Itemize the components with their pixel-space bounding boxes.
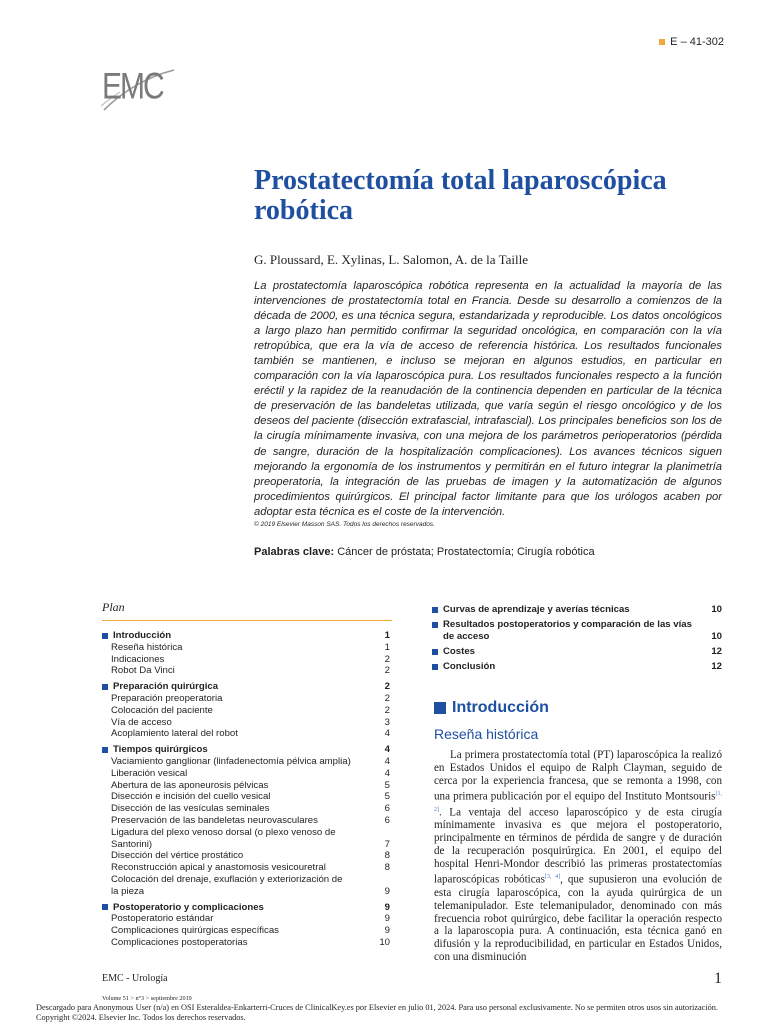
toc-label: Liberación vesical: [111, 767, 188, 779]
title-line-2: robótica: [254, 195, 354, 226]
journal-name: EMC - Urología: [102, 973, 168, 984]
toc-subsection-row[interactable]: [102, 850, 390, 862]
toc-label: Abertura de las aponeurosis pélvicas: [111, 779, 269, 791]
toc-page-number: 10: [711, 604, 722, 615]
toc-section-row[interactable]: [432, 604, 722, 616]
toc-section-row[interactable]: [102, 902, 390, 914]
introduction-body: [434, 749, 722, 964]
square-bullet-icon: [432, 664, 438, 670]
toc-label: Introducción: [113, 630, 172, 641]
toc-page-number: 10: [379, 936, 390, 948]
introduction-heading: [434, 699, 549, 717]
toc-page-number: 9: [384, 913, 390, 925]
toc-page-number: 5: [384, 791, 390, 803]
plan-toc-left: [102, 630, 390, 949]
toc-label: Curvas de aprendizaje y averías técnicas: [443, 604, 630, 615]
toc-page-number: 2: [384, 681, 390, 693]
toc-page-number: 10: [711, 631, 722, 642]
toc-subsection-row[interactable]: [102, 705, 390, 717]
toc-label: Colocación del drenaje, exuflación y exteriorización de la pieza: [111, 873, 343, 897]
toc-subsection-row[interactable]: [102, 874, 390, 898]
toc-subsection-row[interactable]: [102, 925, 390, 937]
plan-divider: [102, 620, 392, 621]
reference-code-text: E – 41-302: [670, 36, 724, 48]
toc-label: Preparación quirúrgica: [113, 681, 219, 693]
toc-page-number: 6: [384, 814, 390, 826]
toc-label: Robot Da Vinci: [111, 665, 175, 677]
toc-subsection-row[interactable]: [102, 791, 390, 803]
toc-subsection-row[interactable]: [102, 827, 390, 851]
toc-label: Indicaciones: [111, 653, 165, 665]
volume-info: Volume 51 > n°3 > septiembre 2019: [102, 995, 192, 1002]
toc-subsection-row[interactable]: [102, 937, 390, 949]
toc-label: Acoplamiento lateral del robot: [111, 728, 238, 740]
toc-subsection-row[interactable]: [102, 665, 390, 677]
toc-section-row[interactable]: [102, 681, 390, 693]
toc-subsection-row[interactable]: [102, 913, 390, 925]
toc-page-number: 12: [711, 646, 722, 657]
page-number: 1: [714, 970, 722, 987]
toc-section-row[interactable]: [102, 744, 390, 756]
toc-subsection-row[interactable]: [102, 768, 390, 780]
toc-subsection-row[interactable]: [102, 654, 390, 666]
body-text-1: La primera prostatectomía total (PT) laparoscópica la realizó en Estados Unidos el equipo de Ralph Clayman, seguido de cerca por la experiencia francesa, que se remonta a 1998, con una primera publicación por el equipo del Instituto Montsouris: [434, 749, 722, 803]
square-bullet-icon: [102, 747, 108, 753]
copyright-notice: © 2019 Elsevier Masson SAS. Todos los derechos reservados.: [254, 521, 435, 528]
square-bullet-icon: [659, 39, 665, 45]
logo-text: EMC: [102, 65, 163, 107]
toc-page-number: 4: [384, 744, 390, 756]
square-bullet-icon: [432, 607, 438, 613]
toc-label: Colocación del paciente: [111, 704, 213, 716]
toc-subsection-row[interactable]: [102, 803, 390, 815]
toc-page-number: 2: [384, 653, 390, 665]
toc-label: Complicaciones quirúrgicas específicas: [111, 925, 279, 937]
plan-heading: Plan: [102, 600, 125, 614]
toc-subsection-row[interactable]: [102, 780, 390, 792]
body-text-3: , que supusieron una evolución de esta cirugía laparoscópica, con la ayuda quirúrgica de un telemanipulador. Este telemanipulador, denominado con más frecuencia robot quirúrgico, debe facilitar la operación respecto a la laparoscopia pura. A continuación, esta técnica ganó en difusión y la reproducibilidad, en particular en Estados Unidos, con una disminución: [434, 873, 722, 964]
toc-subsection-row[interactable]: [102, 642, 390, 654]
title-line-1: Prostatectomía total laparoscópica: [254, 165, 667, 196]
toc-page-number: 5: [384, 779, 390, 791]
toc-subsection-row[interactable]: [102, 717, 390, 729]
toc-label: Conclusión: [443, 661, 496, 672]
keywords-values: Cáncer de próstata; Prostatectomía; Cirugía robótica: [337, 546, 595, 558]
toc-page-number: 4: [384, 728, 390, 740]
square-bullet-icon: [102, 904, 108, 910]
toc-label: Disección del vértice prostático: [111, 850, 244, 862]
toc-label: Disección e incisión del cuello vesical: [111, 791, 271, 803]
emc-logo: [98, 56, 180, 118]
toc-page-number: 6: [384, 803, 390, 815]
toc-page-number: 7: [384, 838, 390, 850]
toc-label: Preparación preoperatoria: [111, 692, 223, 704]
toc-page-number: 2: [384, 665, 390, 677]
citation-link[interactable]: [3, 4]: [544, 873, 561, 880]
toc-label: Ligadura del plexo venoso dorsal (o plexo venoso de Santorini): [111, 826, 336, 850]
toc-subsection-row[interactable]: [102, 815, 390, 827]
square-bullet-icon: [102, 633, 108, 639]
toc-section-row[interactable]: [102, 630, 390, 642]
square-bullet-icon: [102, 684, 108, 690]
body-text-2: . La ventaja del acceso laparoscópico y de esta cirugía mínimamente invasiva es que mejora el postoperatorio, principalmente en términos de pérdida de sangre y de duración de la recuperación posquirúrgica. En 2001, el equipo del hospital Henri-Mondor describió las primeras prostatectomías laparoscópicas robóticas: [434, 806, 722, 886]
citation-link[interactable]: [1, 2]: [434, 790, 722, 813]
download-notice: Descargado para Anonymous User (n/a) en OSI Esteraldea-Enkarterri-Cruces de ClinicalKey.es por Elsevier en julio 01, 2024. Para uso personal exclusivamente. No se permiten otros usos sin autorización. Copyright ©2024. Elsevier Inc. Todos los derechos reservados.: [36, 1003, 718, 1022]
toc-label: Resultados postoperatorios y comparación de las vías de acceso: [443, 619, 692, 642]
toc-label: Disección de las vesículas seminales: [111, 803, 270, 815]
toc-section-row[interactable]: [432, 661, 722, 673]
toc-section-row[interactable]: [432, 619, 722, 643]
toc-page-number: 9: [384, 901, 390, 913]
toc-label: Tiempos quirúrgicos: [113, 744, 208, 756]
toc-label: Complicaciones postoperatorias: [111, 936, 248, 948]
article-reference-code: [659, 36, 724, 48]
square-bullet-icon: [432, 649, 438, 655]
toc-page-number: 1: [384, 630, 390, 641]
keywords-label: Palabras clave:: [254, 546, 335, 558]
section-square-icon: [434, 702, 446, 714]
toc-label: Reconstrucción apical y anastomosis vesicouretral: [111, 862, 326, 874]
toc-page-number: 4: [384, 767, 390, 779]
toc-label: Reseña histórica: [111, 641, 183, 653]
toc-subsection-row[interactable]: [102, 693, 390, 705]
toc-label: Postoperatorio estándar: [111, 913, 214, 925]
toc-page-number: 3: [384, 716, 390, 728]
article-title: [254, 166, 734, 226]
toc-label: Costes: [443, 646, 475, 657]
toc-page-number: 2: [384, 704, 390, 716]
toc-page-number: 1: [384, 641, 390, 653]
introduction-heading-text: Introducción: [452, 699, 549, 716]
history-subheading: Reseña histórica: [434, 726, 539, 742]
toc-page-number: 12: [711, 661, 722, 672]
article-abstract: La prostatectomía laparoscópica robótica representa en la actualidad la mayoría de las intervenciones de prostatectomía total en Francia. Desde su desarrollo a comienzos de la década de 2000, es una técnica segura, estandarizada y reproducible. Los datos oncológicos a largo plazo han permitido confirmar la seguridad oncológica, en comparación con la vía retropúbica, que era la vía de acceso de referencia histórica. Los resultados funcionales también se mantienen, e incluso se mejoran en algunos estudios, en particular en comparación con la vía laparoscópica pura. Los resultados funcionales respecto a la función eréctil y la rapidez de la reanudación de la continencia dependen en particular de la técnica de preservación de las bandeletas utilizada, que varía según el riesgo oncológico y de los deseos del paciente (disección extrafascial, intrafascial). Los principales beneficios son los de la cirugía mínimamente invasiva, con una mejora de los parámetros perioperatorios (pérdida de sangre, duración de la hospitalización complicaciones). Los avances técnicos siguen mejorando la ergonomía de los instrumentos y permitirán en el futuro integrar la planimetría preoperatoria, la integración de las pruebas de imagen y la automatización de algunos procedimientos quirúrgicos. El principal factor limitante para que los urólogos acaben por adoptar esta técnica es el coste de la intervención.: [254, 280, 722, 518]
toc-label: Postoperatorio y complicaciones: [113, 901, 264, 913]
toc-page-number: 2: [384, 692, 390, 704]
toc-subsection-row[interactable]: [102, 728, 390, 740]
toc-page-number: 4: [384, 755, 390, 767]
toc-subsection-row[interactable]: [102, 862, 390, 874]
toc-label: Preservación de las bandeletas neurovasculares: [111, 814, 318, 826]
toc-label: Vía de acceso: [111, 716, 172, 728]
toc-page-number: 8: [384, 850, 390, 862]
plan-toc-right: [432, 604, 722, 676]
toc-section-row[interactable]: [432, 646, 722, 658]
toc-page-number: 9: [384, 925, 390, 937]
toc-subsection-row[interactable]: [102, 756, 390, 768]
toc-page-number: 9: [384, 885, 390, 897]
keywords-line: [254, 546, 595, 558]
article-authors: G. Ploussard, E. Xylinas, L. Salomon, A. de la Taille: [254, 252, 528, 267]
toc-page-number: 8: [384, 862, 390, 874]
square-bullet-icon: [432, 622, 438, 628]
toc-label: Vaciamiento ganglionar (linfadenectomía pélvica amplia): [111, 755, 351, 767]
